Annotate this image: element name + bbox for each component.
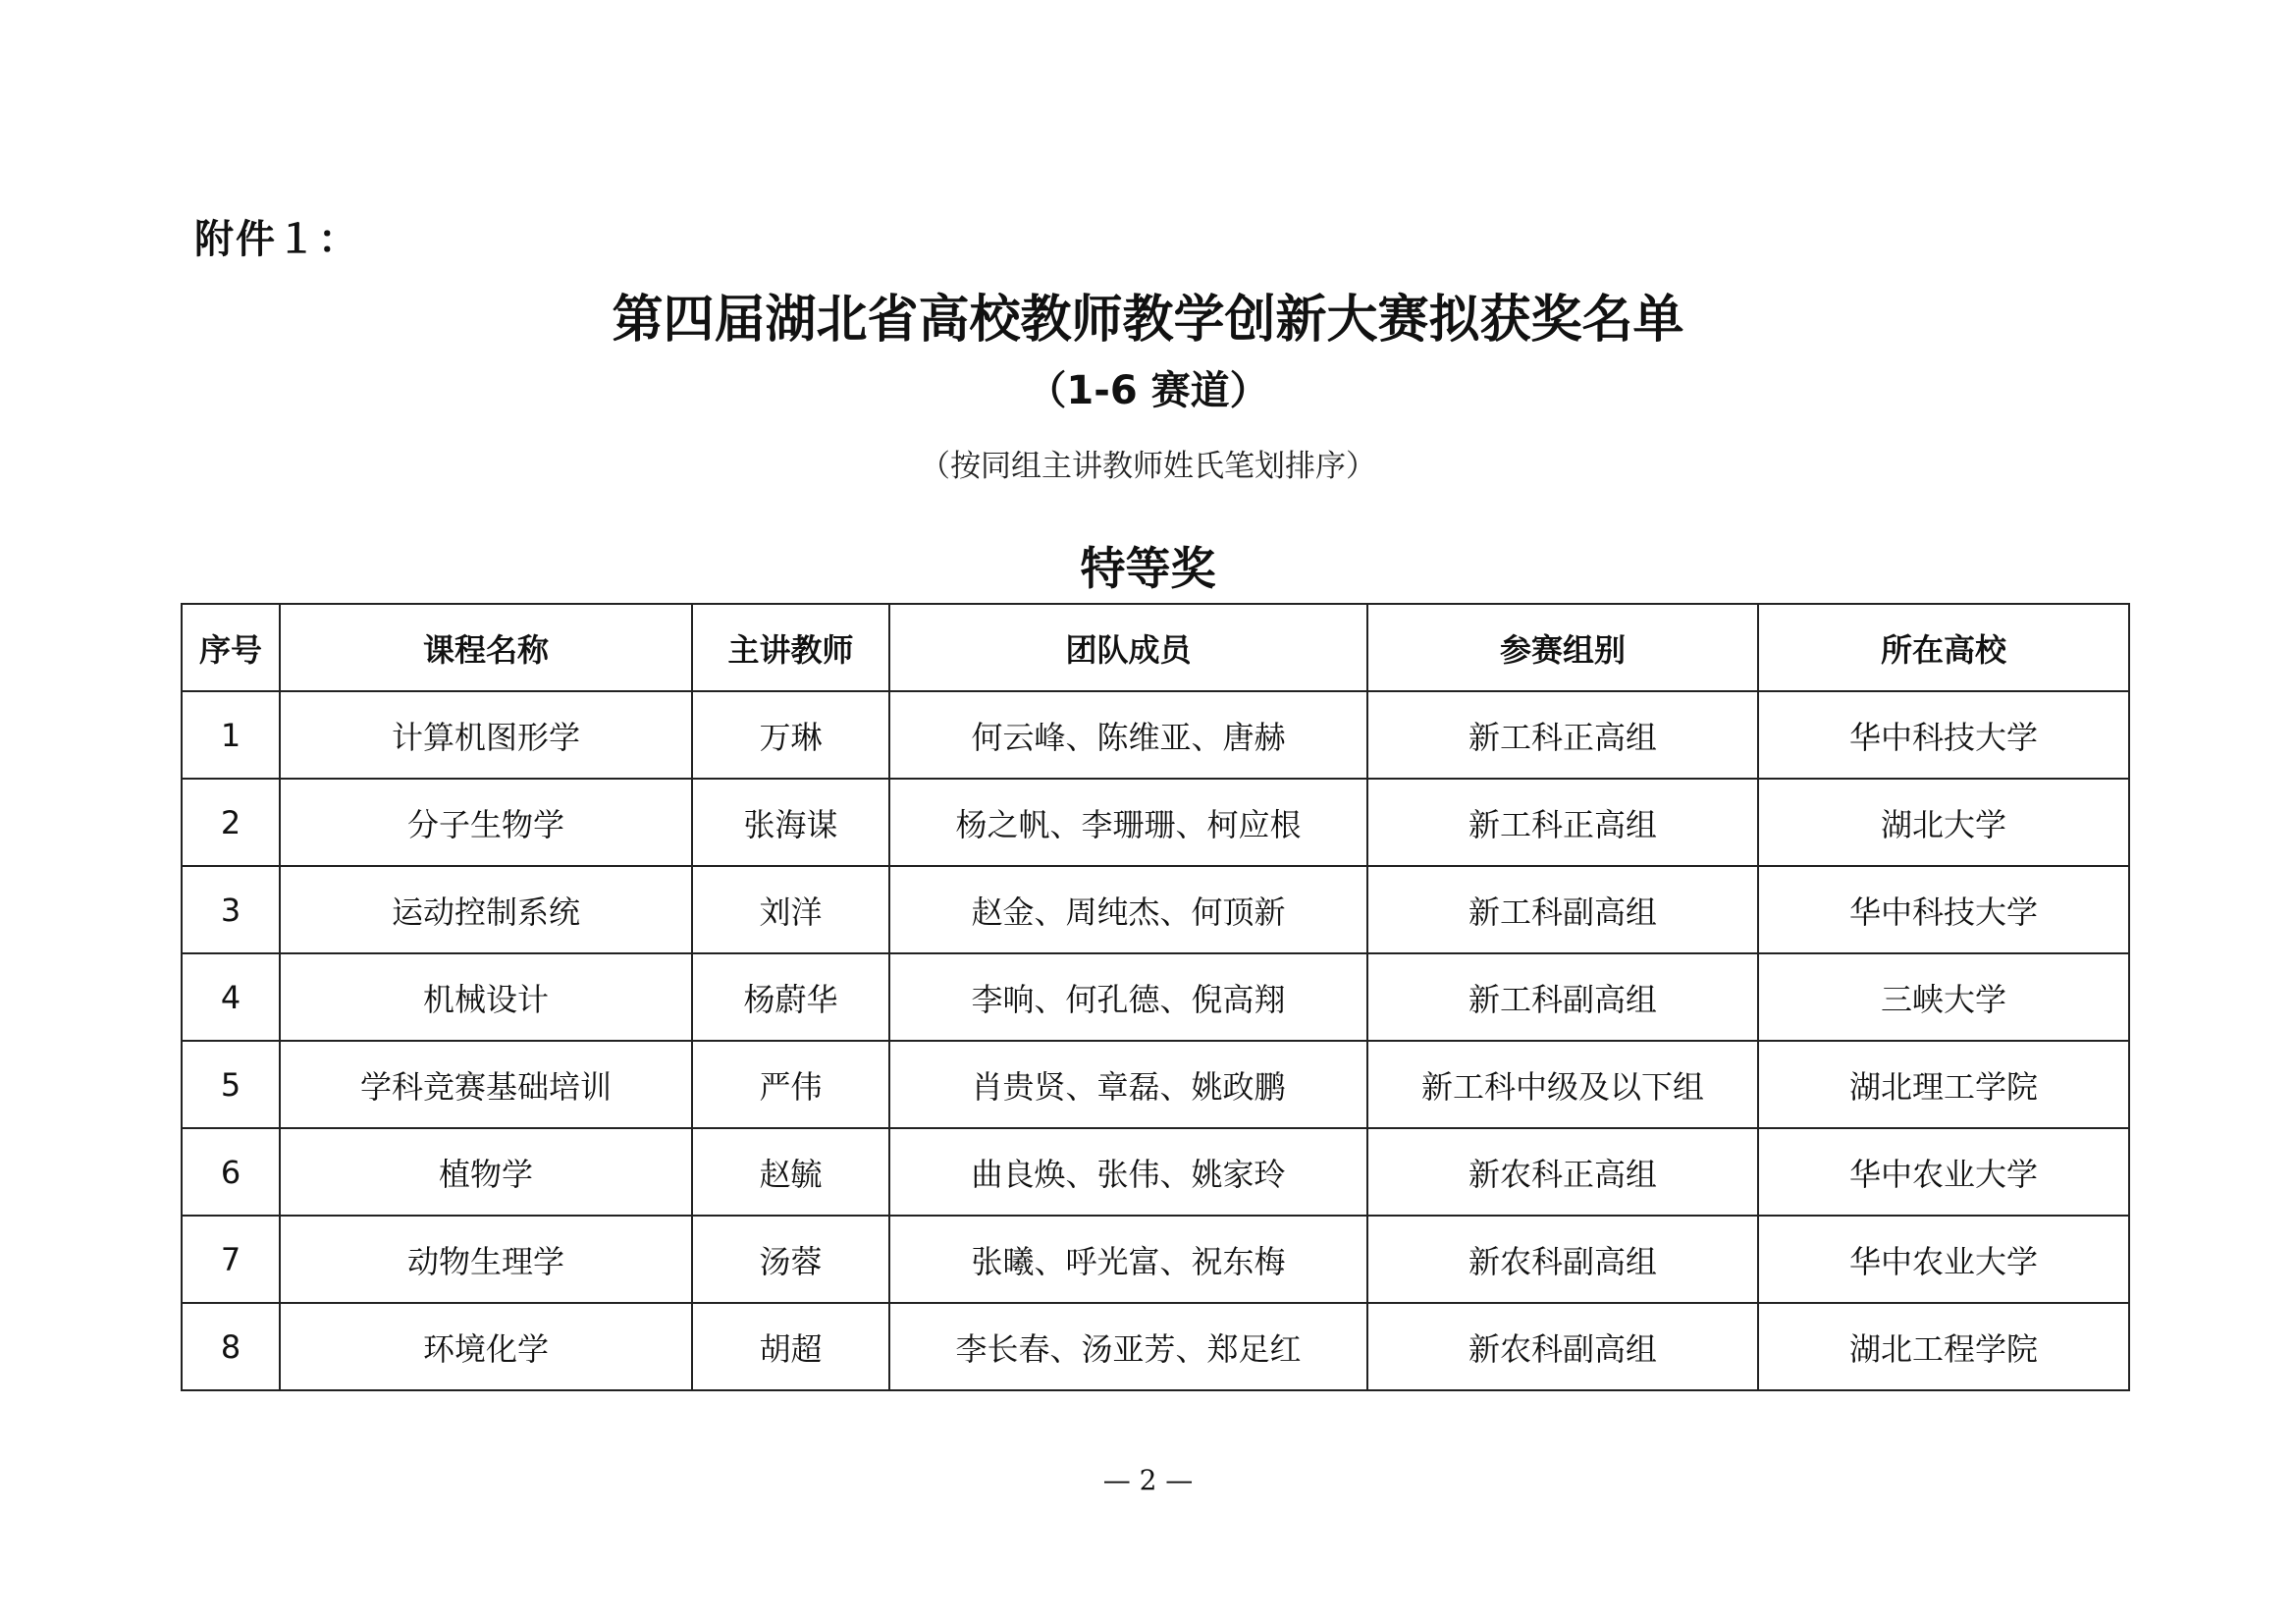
cell-university: 华中科技大学 — [1758, 691, 2129, 779]
page-number: — 2 — — [1102, 1464, 1194, 1496]
cell-group: 新农科副高组 — [1367, 1303, 1758, 1390]
cell-course: 植物学 — [280, 1128, 692, 1216]
cell-team-members: 肖贵贤、章磊、姚政鹏 — [889, 1041, 1367, 1128]
cell-index: 8 — [182, 1303, 280, 1390]
column-header-university: 所在高校 — [1758, 604, 2129, 691]
cell-group: 新农科正高组 — [1367, 1128, 1758, 1216]
award-table — [181, 603, 2130, 1391]
cell-university: 华中农业大学 — [1758, 1128, 2129, 1216]
cell-group: 新工科副高组 — [1367, 866, 1758, 953]
cell-team-members: 何云峰、陈维亚、唐赫 — [889, 691, 1367, 779]
cell-university: 湖北工程学院 — [1758, 1303, 2129, 1390]
cell-university: 湖北理工学院 — [1758, 1041, 2129, 1128]
table-row — [182, 691, 2129, 779]
cell-group: 新工科正高组 — [1367, 691, 1758, 779]
cell-course: 学科竞赛基础培训 — [280, 1041, 692, 1128]
table-header-row — [182, 604, 2129, 691]
cell-course: 运动控制系统 — [280, 866, 692, 953]
column-header-course: 课程名称 — [280, 604, 692, 691]
cell-course: 分子生物学 — [280, 779, 692, 866]
cell-team-members: 张曦、呼光富、祝东梅 — [889, 1216, 1367, 1303]
cell-course: 机械设计 — [280, 953, 692, 1041]
cell-university: 湖北大学 — [1758, 779, 2129, 866]
cell-course: 环境化学 — [280, 1303, 692, 1390]
cell-team-members: 李响、何孔德、倪高翔 — [889, 953, 1367, 1041]
cell-team-members: 赵金、周纯杰、何顶新 — [889, 866, 1367, 953]
table-row — [182, 1041, 2129, 1128]
table-row — [182, 1216, 2129, 1303]
cell-index: 1 — [182, 691, 280, 779]
cell-lead-teacher: 汤蓉 — [692, 1216, 889, 1303]
cell-course: 计算机图形学 — [280, 691, 692, 779]
cell-team-members: 李长春、汤亚芳、郑足红 — [889, 1303, 1367, 1390]
cell-lead-teacher: 胡超 — [692, 1303, 889, 1390]
cell-university: 华中科技大学 — [1758, 866, 2129, 953]
cell-index: 3 — [182, 866, 280, 953]
column-header-group: 参赛组别 — [1367, 604, 1758, 691]
table-row — [182, 1128, 2129, 1216]
attachment-label: 附件１： — [194, 217, 359, 262]
document-title: 第四届湖北省高校教师教学创新大赛拟获奖名单 — [612, 290, 1684, 350]
table-row — [182, 953, 2129, 1041]
cell-index: 6 — [182, 1128, 280, 1216]
cell-lead-teacher: 严伟 — [692, 1041, 889, 1128]
column-header-lead-teacher: 主讲教师 — [692, 604, 889, 691]
cell-lead-teacher: 杨蔚华 — [692, 953, 889, 1041]
cell-group: 新工科中级及以下组 — [1367, 1041, 1758, 1128]
cell-group: 新工科副高组 — [1367, 953, 1758, 1041]
cell-university: 三峡大学 — [1758, 953, 2129, 1041]
cell-lead-teacher: 万琳 — [692, 691, 889, 779]
cell-index: 2 — [182, 779, 280, 866]
cell-team-members: 杨之帆、李珊珊、柯应根 — [889, 779, 1367, 866]
sort-note: （按同组主讲教师姓氏笔划排序） — [920, 449, 1376, 484]
cell-group: 新工科正高组 — [1367, 779, 1758, 866]
column-header-team-members: 团队成员 — [889, 604, 1367, 691]
cell-course: 动物生理学 — [280, 1216, 692, 1303]
column-header-index: 序号 — [182, 604, 280, 691]
cell-lead-teacher: 张海谋 — [692, 779, 889, 866]
table-row — [182, 1303, 2129, 1390]
cell-lead-teacher: 赵毓 — [692, 1128, 889, 1216]
table-row — [182, 779, 2129, 866]
table-row — [182, 866, 2129, 953]
cell-index: 5 — [182, 1041, 280, 1128]
cell-index: 4 — [182, 953, 280, 1041]
cell-index: 7 — [182, 1216, 280, 1303]
cell-university: 华中农业大学 — [1758, 1216, 2129, 1303]
cell-group: 新农科副高组 — [1367, 1216, 1758, 1303]
document-subtitle: （1-6 赛道） — [1027, 368, 1269, 413]
cell-team-members: 曲良焕、张伟、姚家玲 — [889, 1128, 1367, 1216]
cell-lead-teacher: 刘洋 — [692, 866, 889, 953]
award-level-heading: 特等奖 — [1080, 542, 1216, 595]
